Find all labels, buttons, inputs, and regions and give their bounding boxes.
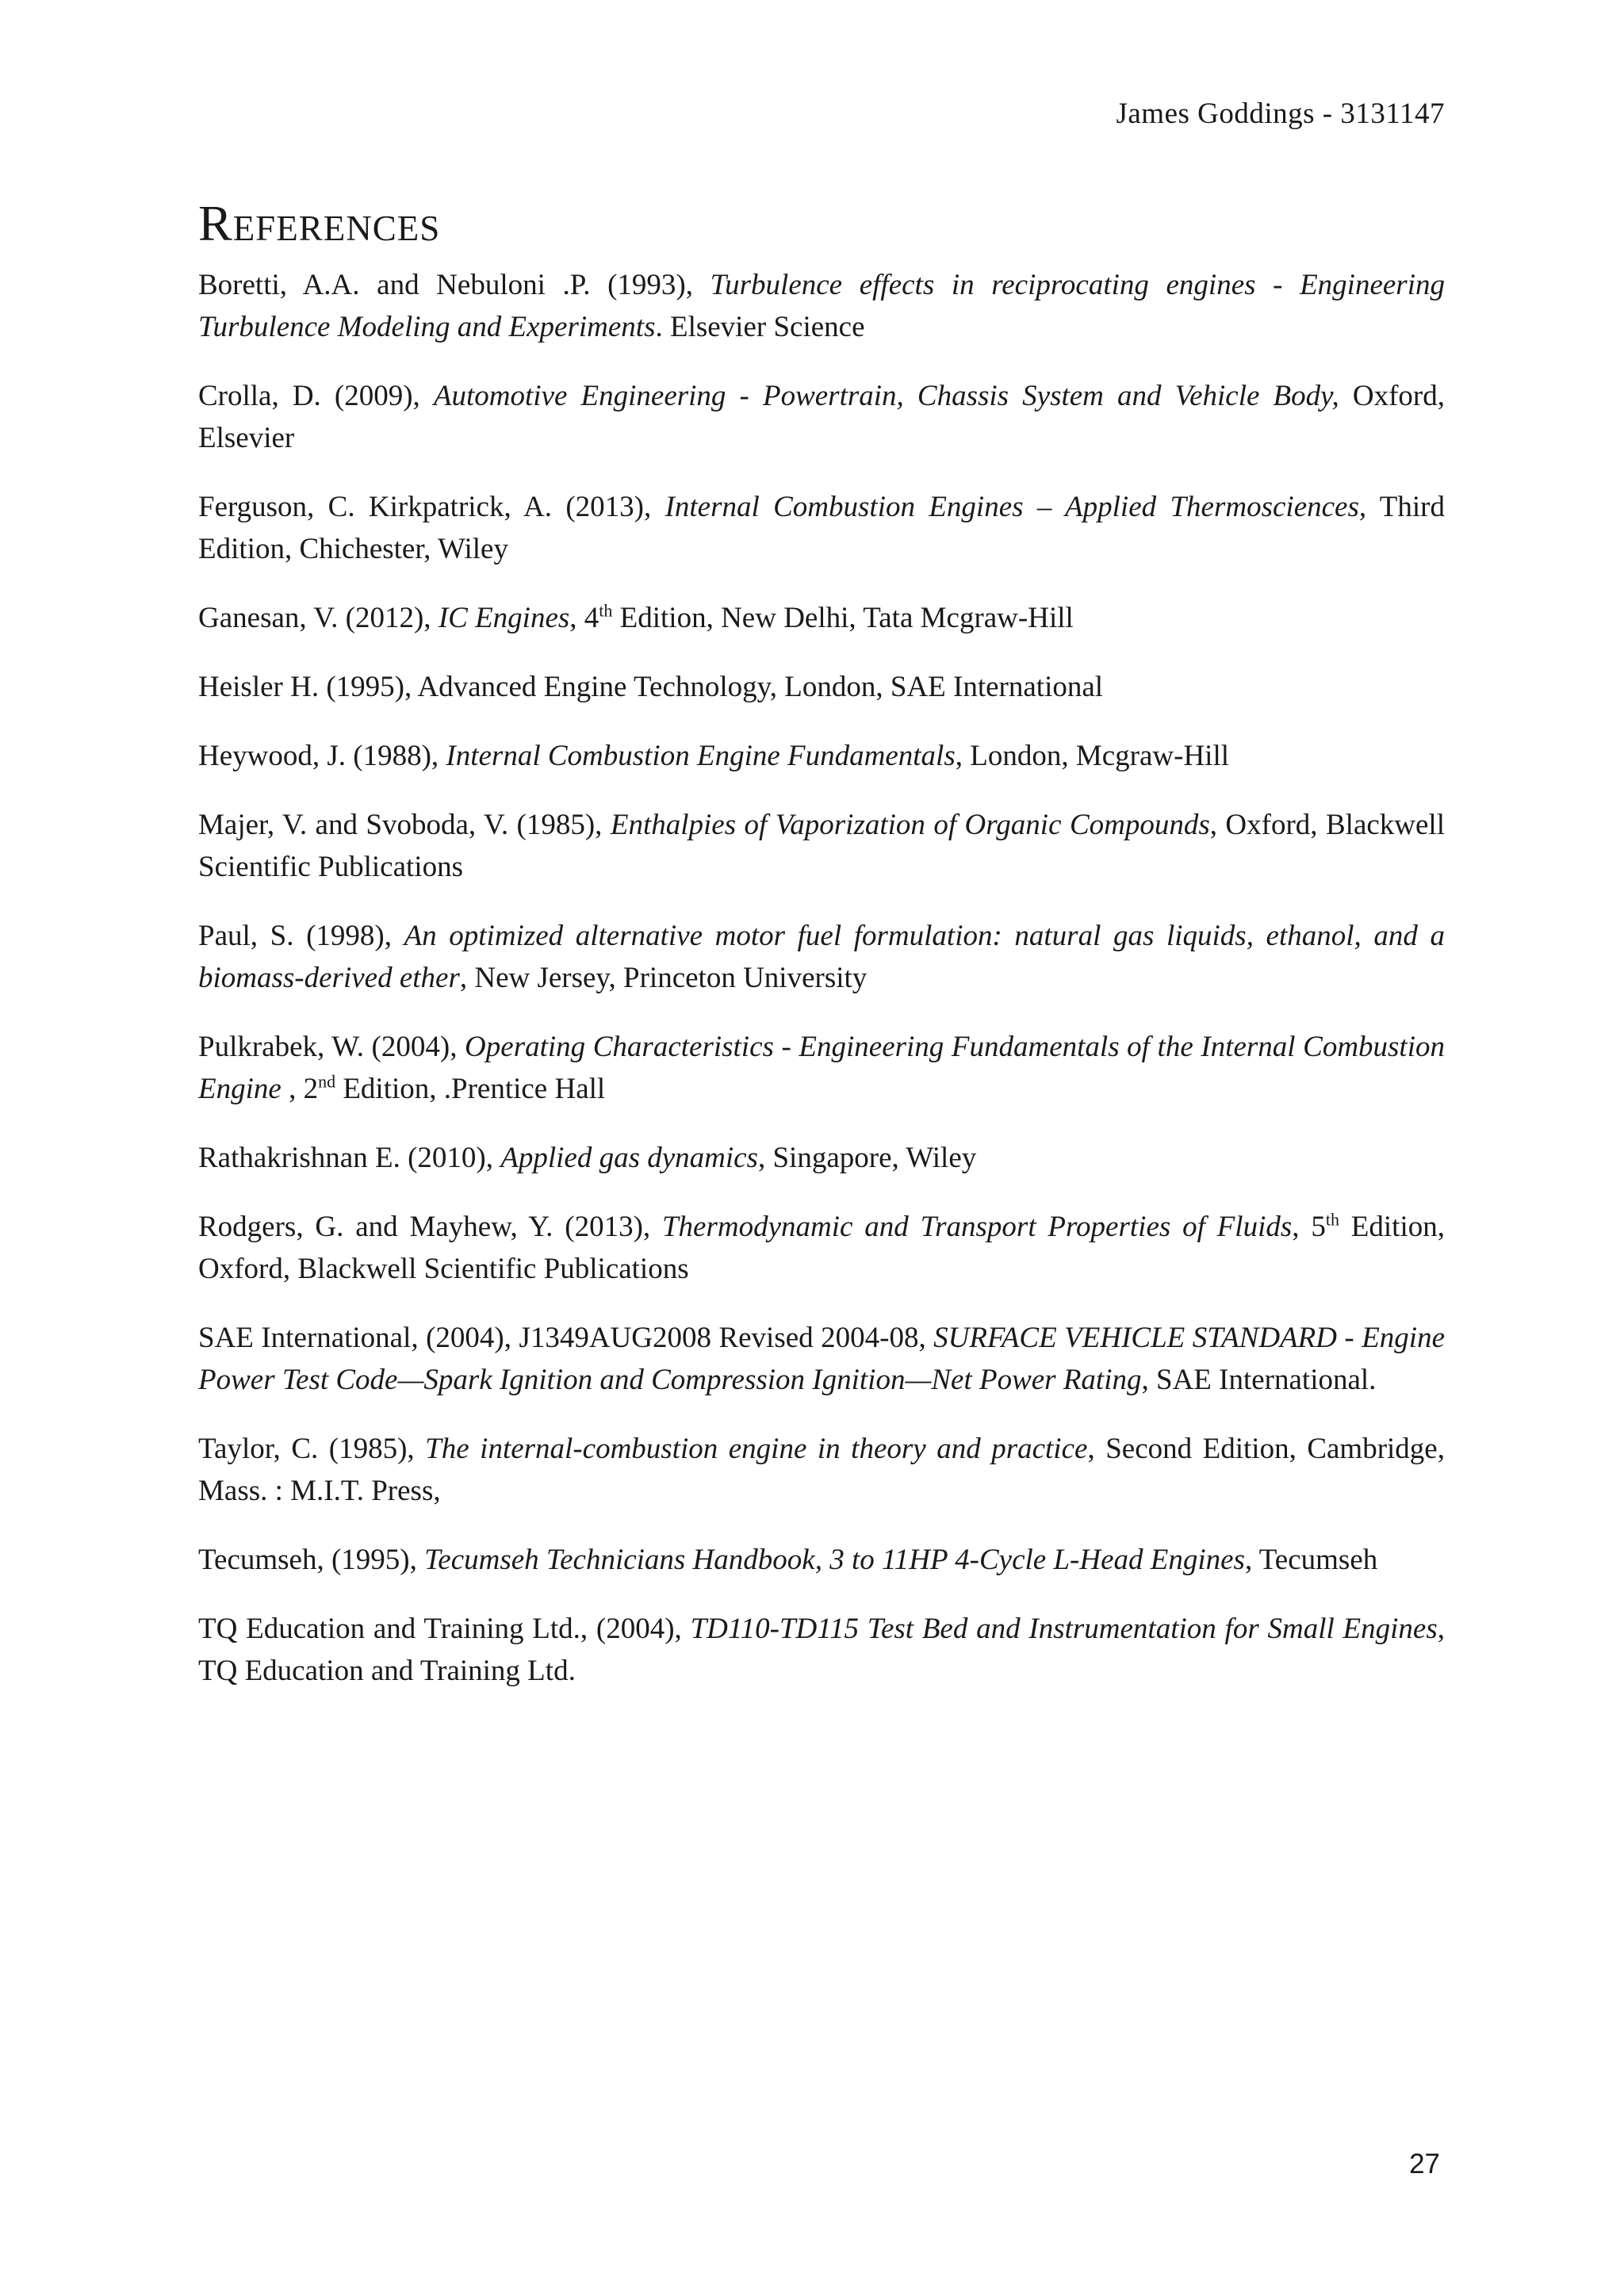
- page-header-author: James Goddings - 3131147: [1116, 98, 1445, 130]
- reference-title: Tecumseh Technicians Handbook, 3 to 11HP 4-Cycle L-Head Engines: [424, 1544, 1245, 1576]
- reference-author-year: TQ Education and Training Ltd., (2004),: [198, 1613, 691, 1645]
- reference-entry: [198, 264, 1445, 348]
- reference-publisher: , SAE International.: [1141, 1364, 1377, 1396]
- reference-entry: [198, 1317, 1445, 1401]
- reference-title: TD110-TD115 Test Bed and Instrumentation for Small Engines: [690, 1613, 1438, 1645]
- reference-author-year: Pulkrabek, W. (2004),: [198, 1031, 465, 1063]
- reference-title: Internal Combustion Engine Fundamentals: [446, 740, 956, 772]
- reference-entry: [198, 1137, 1445, 1179]
- reference-publisher: , Tecumseh: [1244, 1544, 1378, 1576]
- reference-entry: [198, 735, 1445, 777]
- reference-author-year: Paul, S. (1998),: [198, 920, 404, 952]
- reference-author-year: Heisler H. (1995), Advanced Engine Technology, London, SAE International: [198, 671, 1104, 703]
- page-number: 27: [1409, 2149, 1440, 2179]
- reference-entry: [198, 486, 1445, 570]
- reference-list: [198, 264, 1445, 1719]
- reference-entry: [198, 1206, 1445, 1290]
- reference-publisher: , Second Edition, Cambridge, Mass. : M.I.T. Press,: [198, 1433, 1445, 1507]
- reference-entry: [198, 1608, 1445, 1692]
- reference-title: Internal Combustion Engines – Applied Thermosciences,: [665, 491, 1367, 523]
- reference-ordinal-suffix: nd: [318, 1071, 336, 1092]
- reference-author-year: Taylor, C. (1985),: [198, 1433, 426, 1465]
- reference-entry: [198, 804, 1445, 888]
- reference-author-year: SAE International, (2004), J1349AUG2008 Revised 2004-08,: [198, 1322, 934, 1354]
- reference-author-year: Majer, V. and Svoboda, V. (1985),: [198, 809, 611, 841]
- reference-entry: [198, 915, 1445, 999]
- reference-title: Applied gas dynamics: [500, 1142, 758, 1174]
- reference-title: Turbulence effects in reciprocating engines - Engineering Turbulence Modeling and Experiments: [198, 269, 1445, 343]
- reference-publisher: Edition, Oxford, Blackwell Scientific Publications: [198, 1211, 1445, 1285]
- reference-title: Operating Characteristics - Engineering Fundamentals of the Internal Combustion Engine: [198, 1031, 1445, 1105]
- reference-title: SURFACE VEHICLE STANDARD - Engine Power Test Code—Spark Ignition and Compression Ignition—Net Power Rating: [198, 1322, 1446, 1396]
- reference-publisher: . Elsevier Science: [655, 311, 865, 343]
- reference-title: Automotive Engineering - Powertrain, Chassis System and Vehicle Body,: [433, 380, 1339, 412]
- reference-title: The internal-combustion engine in theory and practice: [425, 1433, 1088, 1465]
- reference-edition: , 2: [281, 1073, 319, 1105]
- reference-entry: [198, 666, 1445, 708]
- reference-author-year: Heywood, J. (1988),: [198, 740, 446, 772]
- reference-entry: [198, 597, 1445, 639]
- reference-author-year: Rathakrishnan E. (2010),: [198, 1142, 501, 1174]
- reference-author-year: Rodgers, G. and Mayhew, Y. (2013),: [198, 1211, 662, 1243]
- reference-title: IC Engines: [438, 602, 570, 634]
- reference-title: An optimized alternative motor fuel formulation: natural gas liquids, ethanol, and a biomass-derived ether: [198, 920, 1445, 994]
- reference-author-year: Ganesan, V. (2012),: [198, 602, 439, 634]
- reference-author-year: Ferguson, C. Kirkpatrick, A. (2013),: [198, 491, 665, 523]
- section-title: References: [198, 195, 441, 251]
- reference-entry: [198, 1026, 1445, 1110]
- reference-author-year: Boretti, A.A. and Nebuloni .P. (1993),: [198, 269, 710, 301]
- reference-author-year: Tecumseh, (1995),: [198, 1544, 425, 1576]
- reference-ordinal-suffix: th: [599, 600, 613, 621]
- reference-title: Enthalpies of Vaporization of Organic Compounds: [610, 809, 1210, 841]
- reference-publisher: , TQ Education and Training Ltd.: [198, 1613, 1445, 1687]
- reference-edition: , 5: [1292, 1211, 1326, 1243]
- reference-edition: , 4: [569, 602, 599, 634]
- reference-publisher: Third Edition, Chichester, Wiley: [198, 491, 1445, 565]
- reference-publisher: Edition, New Delhi, Tata Mcgraw-Hill: [612, 602, 1074, 634]
- reference-publisher: , New Jersey, Princeton University: [459, 962, 868, 994]
- reference-author-year: Crolla, D. (2009),: [198, 380, 434, 412]
- reference-ordinal-suffix: th: [1325, 1209, 1339, 1230]
- reference-entry: [198, 1539, 1445, 1581]
- reference-publisher: Edition, .Prentice Hall: [335, 1073, 606, 1105]
- reference-publisher: , Singapore, Wiley: [757, 1142, 977, 1174]
- reference-publisher: Oxford, Elsevier: [198, 380, 1445, 454]
- reference-publisher: , Oxford, Blackwell Scientific Publications: [198, 809, 1445, 883]
- reference-entry: [198, 1428, 1445, 1512]
- reference-publisher: , London, Mcgraw-Hill: [955, 740, 1230, 772]
- reference-title: Thermodynamic and Transport Properties of Fluids: [661, 1211, 1293, 1243]
- reference-entry: [198, 375, 1445, 459]
